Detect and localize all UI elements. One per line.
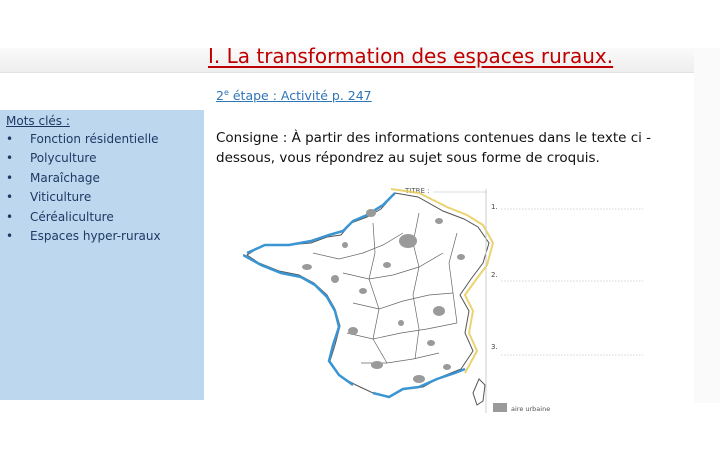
step-subtitle: [216, 88, 372, 103]
assignment-instruction: Consigne : À partir des informations contenues dans le texte ci -dessous, vous répondrez au sujet sous forme de croquis.: [216, 130, 652, 166]
keyword-label: Viticulture: [30, 190, 92, 205]
urban-area: [366, 209, 376, 217]
keywords-list: [6, 130, 161, 246]
step-number: 2: [216, 88, 224, 104]
bullet-glyph: •: [6, 170, 14, 185]
croquis-title-label: TITRE :: [405, 187, 430, 195]
urban-area: [413, 375, 425, 383]
urban-area: [443, 364, 451, 370]
urban-area: [331, 275, 339, 283]
legend-urban-label: aire urbaine: [511, 405, 551, 413]
urban-area: [302, 264, 312, 270]
bullet-glyph: •: [6, 151, 14, 166]
legend-urban-swatch: [493, 403, 507, 412]
step-activity: étape : Activité p. 247: [228, 88, 372, 104]
slide-title: I. La transformation des espaces ruraux.: [208, 44, 614, 68]
keyword-item: [6, 149, 161, 168]
bullet-glyph: •: [6, 190, 14, 205]
keywords-heading: Mots clés :: [6, 114, 70, 128]
bullet-glyph: •: [6, 132, 14, 146]
keyword-label: Espaces hyper-ruraux: [30, 229, 161, 244]
urban-area: [359, 288, 367, 294]
keyword-item: [6, 130, 161, 149]
keyword-label: Polyculture: [30, 151, 97, 166]
urban-area: [435, 218, 443, 224]
urban-area: [383, 262, 391, 268]
legend-number-1: 1.: [491, 203, 498, 211]
france-map-croquis: [243, 183, 655, 417]
keyword-label: Fonction résidentielle: [30, 132, 159, 146]
keyword-item: [6, 169, 161, 188]
urban-area: [457, 254, 465, 260]
step-ordinal-suffix: e: [223, 88, 229, 97]
urban-area: [342, 242, 348, 248]
legend-number-3: 3.: [491, 343, 498, 351]
keyword-item: [6, 227, 161, 246]
keyword-item: [6, 188, 161, 207]
urban-area: [427, 340, 435, 346]
keyword-label: Céréaliculture: [30, 209, 114, 224]
urban-area: [398, 320, 404, 326]
bullet-glyph: •: [6, 209, 14, 224]
keyword-item: [6, 208, 161, 227]
urban-area: [399, 234, 417, 248]
urban-area: [371, 361, 383, 369]
right-edge-strip: [694, 48, 720, 403]
bullet-glyph: •: [6, 229, 14, 244]
urban-area: [433, 306, 445, 316]
legend-number-2: 2.: [491, 271, 498, 279]
keyword-label: Maraîchage: [30, 170, 100, 185]
urban-area: [348, 327, 358, 335]
